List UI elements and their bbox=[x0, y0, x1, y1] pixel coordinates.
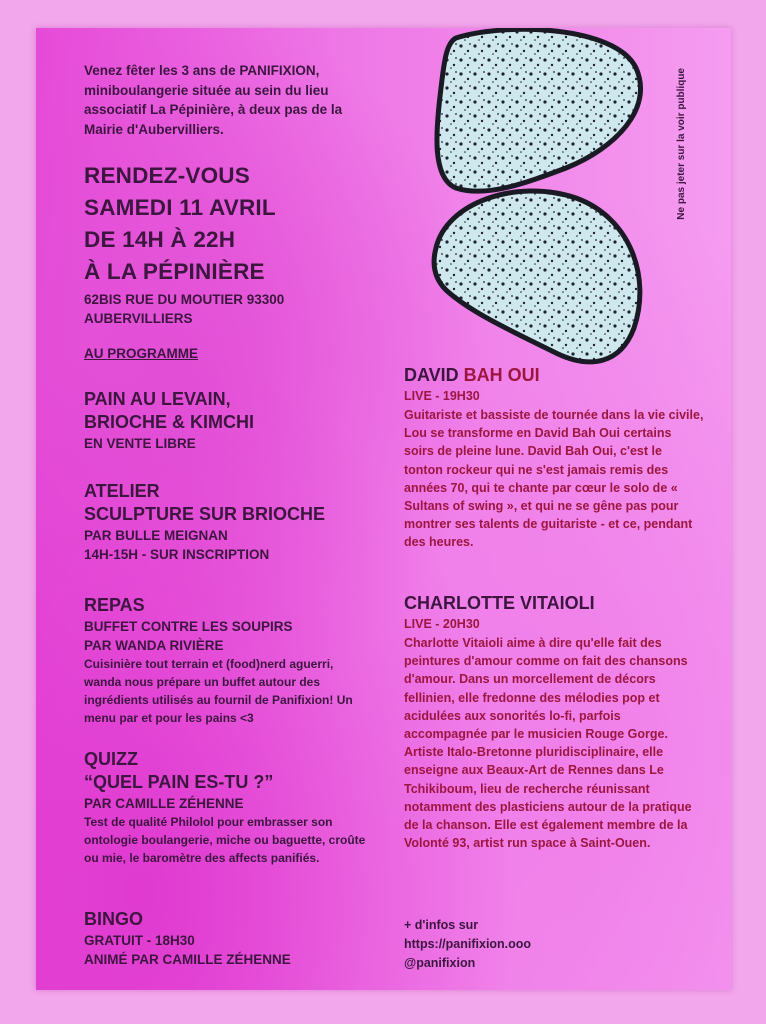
quizz-question: “QUEL PAIN ES-TU ?” bbox=[84, 772, 274, 792]
repas-section bbox=[84, 594, 404, 727]
atelier-by: PAR BULLE MEIGNAN bbox=[84, 528, 228, 543]
repas-text: Cuisinière tout terrain et (food)nerd aguerri, wanda nous prépare un buffet autour des ingrédients utilisés au fournil de Panifixion! Un menu par et pour les pains <3 bbox=[84, 657, 353, 725]
charlotte-section bbox=[404, 592, 704, 852]
bingo-time: GRATUIT - 18H30 bbox=[84, 933, 195, 948]
rdv-line-3: DE 14H À 22H bbox=[84, 227, 236, 252]
pain-title-1: PAIN AU LEVAIN, bbox=[84, 389, 231, 409]
info-links bbox=[404, 916, 531, 973]
address-line-2: AUBERVILLIERS bbox=[84, 311, 193, 326]
bread-slices-illustration bbox=[416, 28, 656, 373]
quizz-section bbox=[84, 748, 404, 867]
info-line: + d'infos sur bbox=[404, 918, 479, 932]
bingo-by: ANIMÉ PAR CAMILLE ZÉHENNE bbox=[84, 952, 291, 967]
repas-title: REPAS bbox=[84, 595, 145, 615]
david-name bbox=[404, 364, 704, 387]
atelier-section bbox=[84, 480, 404, 564]
quizz-title: QUIZZ bbox=[84, 749, 138, 769]
david-text: Guitariste et bassiste de tournée dans la vie civile, Lou se transforme en David Bah Oui certains soirs de pleine lune. David Bah Oui, c'est le tonton rockeur qui ne s'est jamais remis des années 70, qui te chante par cœur le solo de « Sultans of swing », et qui ne se gêne pas pour montrer ses talents de guitariste - et ce, pendant des heures. bbox=[404, 408, 704, 550]
bread-slice-top bbox=[437, 29, 641, 191]
rdv-line-1: RENDEZ-VOUS bbox=[84, 163, 250, 188]
address-block bbox=[84, 290, 384, 328]
charlotte-name: CHARLOTTE VITAIOLI bbox=[404, 593, 595, 613]
atelier-title-2: SCULPTURE SUR BRIOCHE bbox=[84, 504, 326, 524]
side-note-vertical: Ne pas jeter sur la voir publique bbox=[676, 68, 687, 220]
rdv-line-2: SAMEDI 11 AVRIL bbox=[84, 195, 276, 220]
atelier-title-1: ATELIER bbox=[84, 481, 160, 501]
pain-section bbox=[84, 388, 404, 453]
bingo-title: BINGO bbox=[84, 909, 144, 929]
address-line-1: 62BIS RUE DU MOUTIER 93300 bbox=[84, 292, 285, 307]
repas-sub-1: BUFFET CONTRE LES SOUPIRS bbox=[84, 619, 293, 634]
david-name-first: DAVID bbox=[404, 365, 464, 385]
bread-slice-bottom bbox=[434, 191, 640, 362]
rdv-line-4: À LA PÉPINIÈRE bbox=[84, 259, 265, 284]
quizz-text: Test de qualité Philolol pour embrasser son ontologie boulangerie, miche ou baguette, croûte ou mie, le baromètre des affects panifiés. bbox=[84, 815, 366, 865]
david-time: LIVE - 19H30 bbox=[404, 389, 480, 403]
intro-text: Venez fêter les 3 ans de PANIFIXION, miniboulangerie située au sein du lieu associatif La Pépinière, à deux pas de la Mairie d'Aubervilliers. bbox=[84, 63, 343, 137]
pain-title-2: BRIOCHE & KIMCHI bbox=[84, 412, 254, 432]
website-link[interactable]: https://panifixion.ooo bbox=[404, 937, 532, 951]
atelier-time: 14H-15H - SUR INSCRIPTION bbox=[84, 547, 270, 562]
charlotte-text: Charlotte Vitaioli aime à dire qu'elle fait des peintures d'amour comme on fait des chansons d'amour. Dans un morcellement de décors fellinien, elle fredonne des mélodies pop et acidulées aux sonorités lo-fi, parfois accompagnée par le musicien Rouge Gorge. Artiste Italo-Bretonne pluridisciplinaire, elle enseigne aux Beaux-Art de Rennes dans Le Tchikiboum, lieu de recherche réunissant notamment des plasticiens autour de la pratique de la chanson. Elle est également membre de la Volonté 93, artist run space à Saint-Ouen. bbox=[404, 636, 692, 851]
bingo-section bbox=[84, 908, 404, 969]
program-label: AU PROGRAMME bbox=[84, 346, 198, 361]
repas-sub-2: PAR WANDA RIVIÈRE bbox=[84, 638, 224, 653]
event-poster bbox=[36, 28, 731, 990]
instagram-handle[interactable]: @panifixion bbox=[404, 956, 476, 970]
david-section bbox=[404, 364, 704, 552]
pain-sub: EN VENTE LIBRE bbox=[84, 436, 196, 451]
rendezvous-block bbox=[84, 160, 404, 288]
charlotte-time: LIVE - 20H30 bbox=[404, 617, 480, 631]
quizz-by: PAR CAMILLE ZÉHENNE bbox=[84, 796, 244, 811]
david-name-last: BAH OUI bbox=[463, 365, 540, 385]
